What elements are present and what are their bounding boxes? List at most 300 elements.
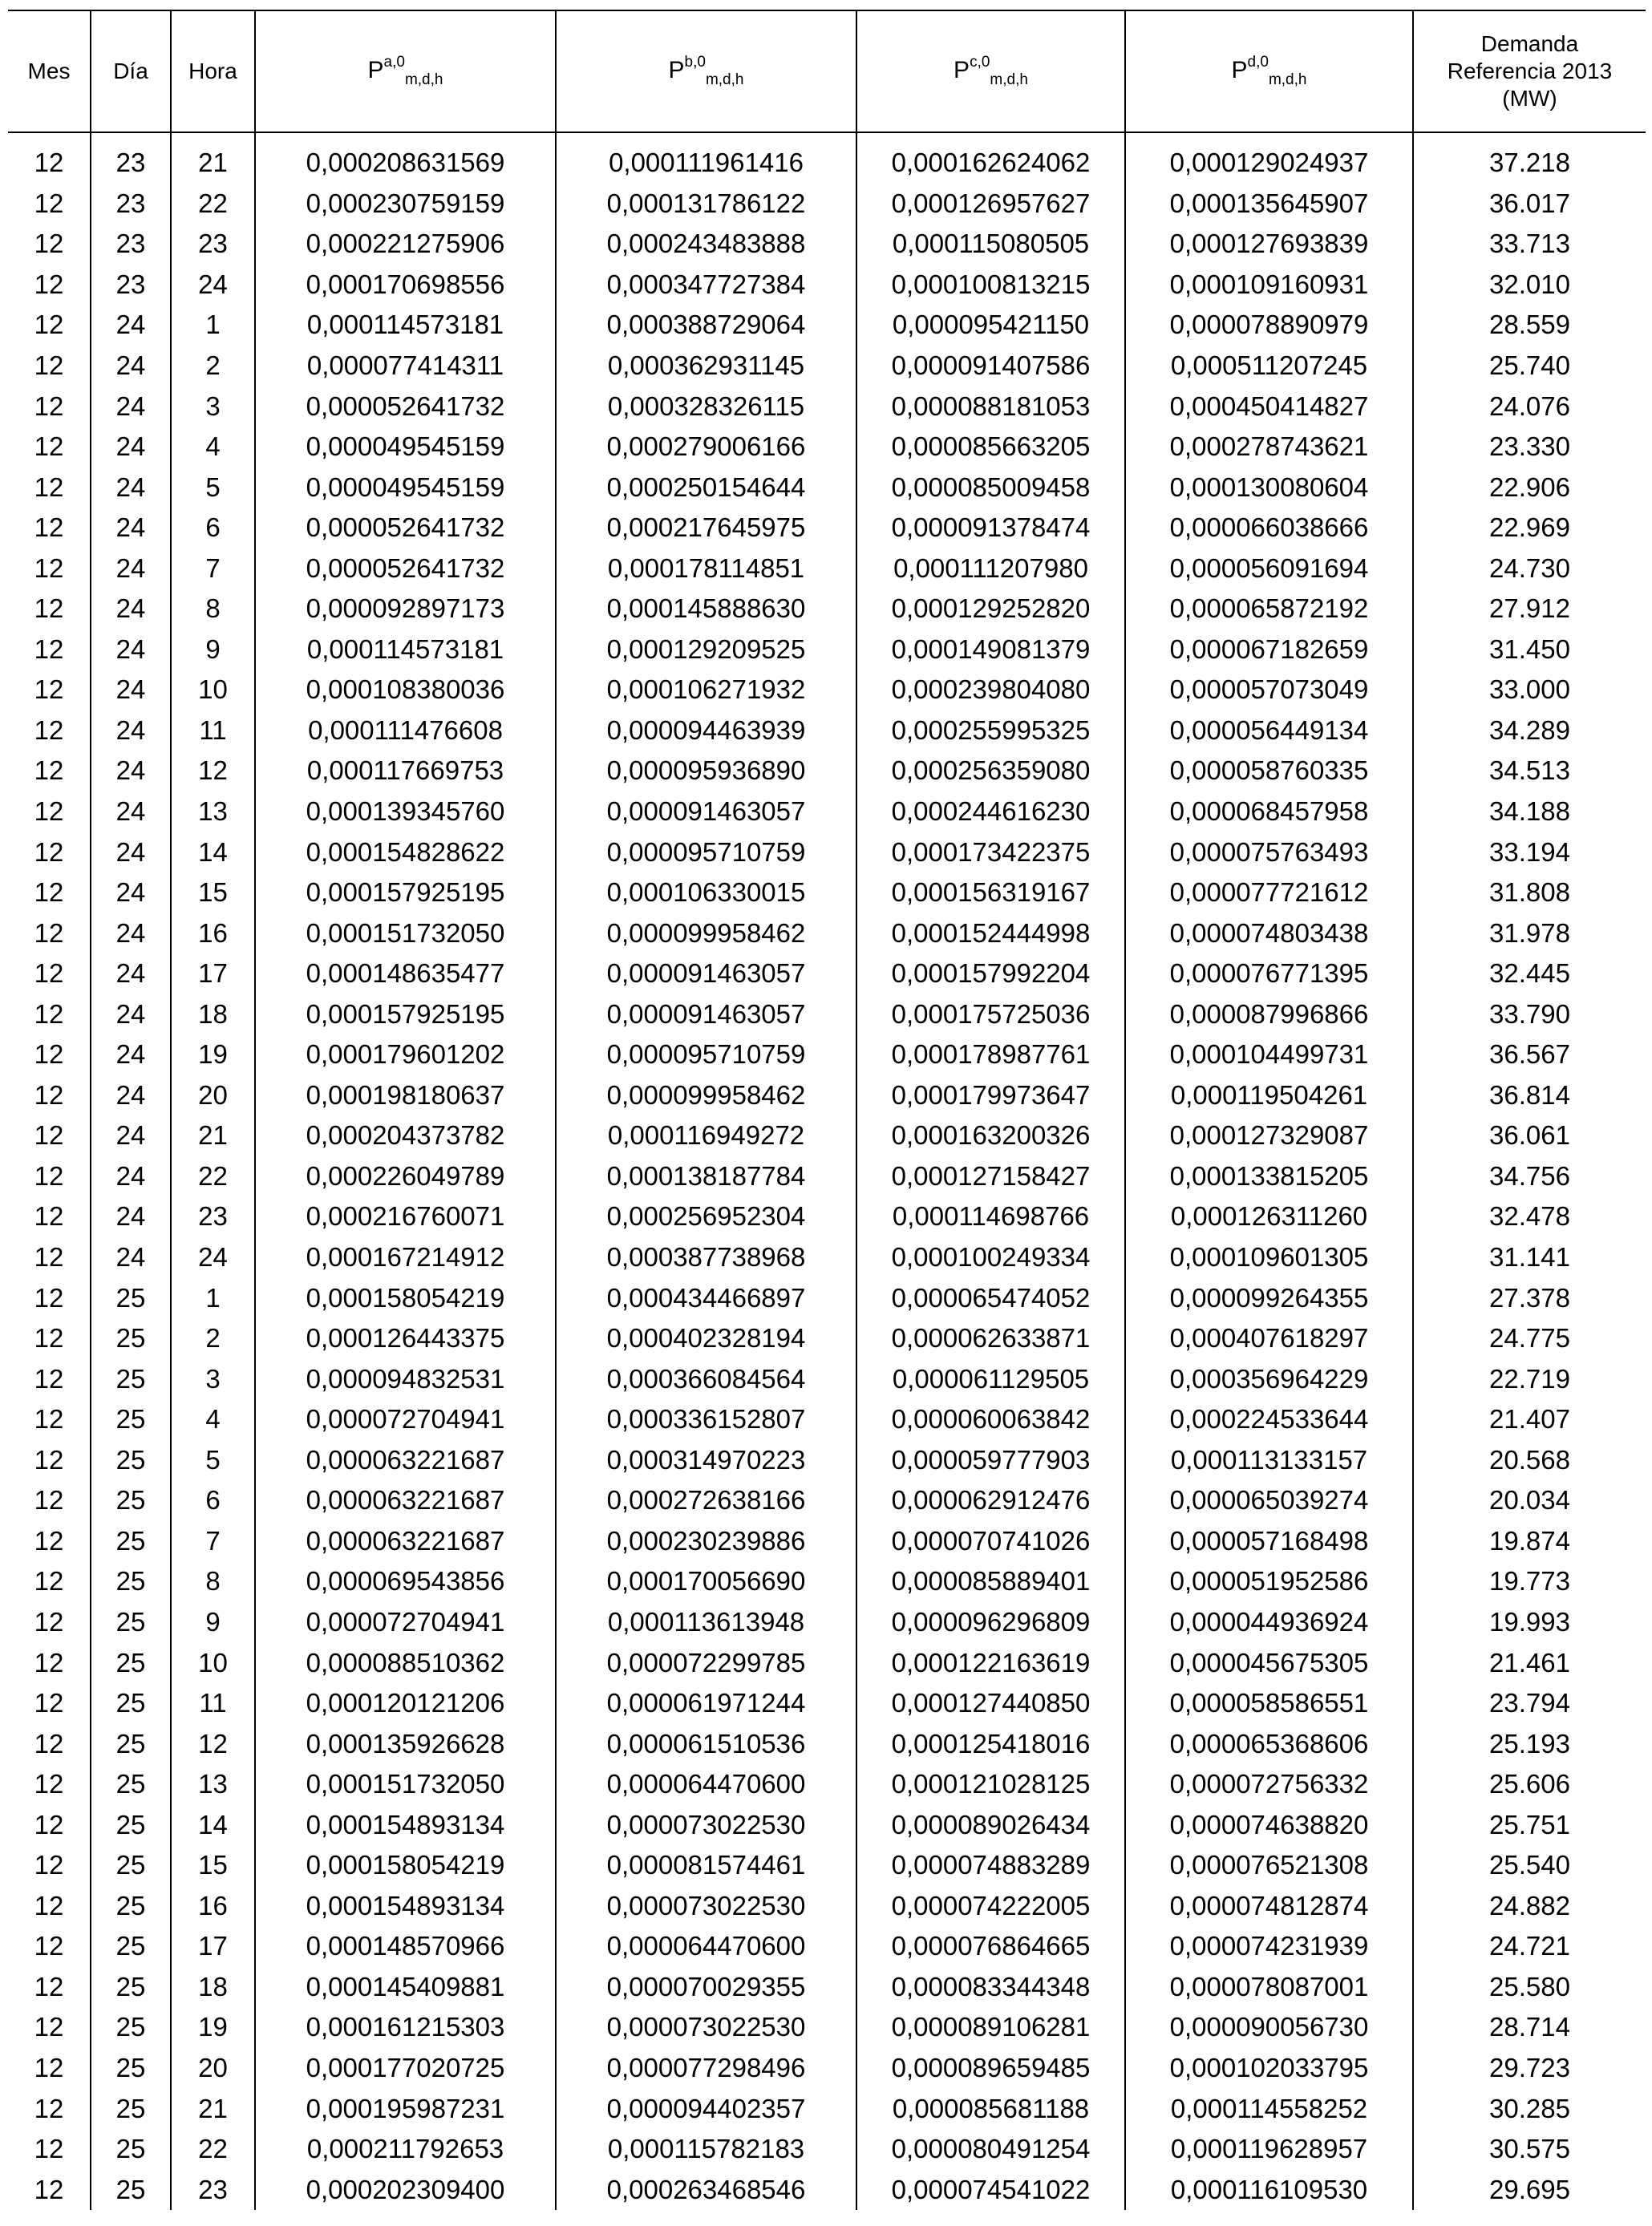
table-row [8,629,1646,670]
p-c-cell: 0,000244616230 [856,791,1125,832]
dia-cell: 25 [91,2129,171,2170]
p-a-cell: 0,000145409881 [255,1967,556,2008]
p-a-cell: 0,000108380036 [255,670,556,710]
demanda-cell: 20.568 [1413,1440,1646,1481]
hora-cell: 3 [171,386,255,427]
dia-cell: 25 [91,1480,171,1521]
mes-cell: 12 [34,593,64,624]
mes-cell: 12 [34,2052,64,2082]
p-b-cell: 0,000131786122 [556,184,856,225]
hora-cell: 10 [171,670,255,710]
demanda-cell: 34.756 [1413,1156,1646,1197]
table-row [8,2169,1646,2210]
table-row [8,1237,1646,1278]
p-c-cell: 0,000085663205 [856,427,1125,467]
mes-cell: 12 [34,958,64,989]
demanda-cell: 25.193 [1413,1723,1646,1764]
dia-cell: 25 [91,1926,171,1967]
table-row [8,1115,1646,1156]
hora-cell: 1 [171,305,255,346]
dia-cell: 25 [91,1561,171,1602]
p-a-cell: 0,000158054219 [255,1845,556,1886]
p-c-cell: 0,000074222005 [856,1886,1125,1927]
p-a-cell: 0,000154893134 [255,1804,556,1845]
mes-cell: 12 [34,998,64,1029]
dia-cell: 25 [91,1399,171,1440]
mes-cell: 12 [34,2134,64,2164]
p-a-cell: 0,000072704941 [255,1602,556,1643]
mes-cell: 12 [34,1971,64,2001]
dia-cell: 24 [91,629,171,670]
table-row [8,1602,1646,1643]
mes-cell: 12 [34,391,64,421]
demanda-cell: 24.730 [1413,548,1646,589]
p-b-cell: 0,000129209525 [556,629,856,670]
dia-cell: 25 [91,1277,171,1318]
table-row [8,1723,1646,1764]
dia-cell: 23 [91,184,171,225]
demanda-cell: 31.808 [1413,872,1646,913]
p-c-cell: 0,000100813215 [856,265,1125,306]
p-c-cell: 0,000062633871 [856,1318,1125,1359]
table-header [8,10,1646,132]
mes-cell: 12 [34,1120,64,1151]
p-b-cell: 0,000145888630 [556,589,856,629]
demanda-cell: 25.580 [1413,1967,1646,2008]
hora-cell: 16 [171,1886,255,1927]
p-b-cell: 0,000095710759 [556,1034,856,1075]
hora-cell: 11 [171,710,255,751]
p-c-cell: 0,000256359080 [856,751,1125,791]
mes-cell: 12 [34,877,64,908]
dia-cell: 25 [91,1318,171,1359]
table-row [8,132,1646,184]
p-a-cell: 0,000154893134 [255,1886,556,1927]
p-d-cell: 0,000130080604 [1125,467,1413,508]
demanda-cell: 22.719 [1413,1358,1646,1399]
p-a-cell: 0,000198180637 [255,1075,556,1116]
p-c-cell: 0,000100249334 [856,1237,1125,1278]
p-c-cell: 0,000127158427 [856,1156,1125,1197]
hora-cell: 9 [171,629,255,670]
p-a-cell: 0,000049545159 [255,427,556,467]
p-d-cell: 0,000450414827 [1125,386,1413,427]
p-d-cell: 0,000116109530 [1125,2169,1413,2210]
p-a-cell: 0,000139345760 [255,791,556,832]
p-b-cell: 0,000099958462 [556,913,856,953]
demanda-cell: 21.461 [1413,1642,1646,1683]
header-dia: Día [91,10,171,132]
table-row [8,832,1646,872]
p-d-cell: 0,000056449134 [1125,710,1413,751]
demanda-cell: 19.773 [1413,1561,1646,1602]
p-d-cell: 0,000511207245 [1125,346,1413,387]
mes-cell: 12 [34,1850,64,1880]
demanda-cell: 25.740 [1413,346,1646,387]
hora-cell: 15 [171,872,255,913]
dia-cell: 24 [91,305,171,346]
p-c-cell: 0,000061129505 [856,1358,1125,1399]
mes-cell: 12 [34,1809,64,1839]
p-d-cell: 0,000076521308 [1125,1845,1413,1886]
table-row [8,1196,1646,1237]
mes-cell: 12 [34,310,64,340]
p-c-cell: 0,000091378474 [856,508,1125,548]
hora-cell: 4 [171,1399,255,1440]
table-row [8,386,1646,427]
p-c-cell: 0,000125418016 [856,1723,1125,1764]
dia-cell: 25 [91,2048,171,2089]
demanda-cell: 24.882 [1413,1886,1646,1927]
hora-cell: 3 [171,1358,255,1399]
demanda-cell: 31.141 [1413,1237,1646,1278]
p-d-cell: 0,000224533644 [1125,1399,1413,1440]
dia-cell: 24 [91,670,171,710]
mes-cell: 12 [34,1606,64,1637]
mes-cell: 12 [34,796,64,827]
p-d-cell: 0,000133815205 [1125,1156,1413,1197]
p-b-cell: 0,000402328194 [556,1318,856,1359]
demanda-cell: 34.188 [1413,791,1646,832]
mes-cell: 12 [34,1201,64,1232]
hora-cell: 12 [171,1723,255,1764]
p-b-cell: 0,000094463939 [556,710,856,751]
p-c-cell: 0,000122163619 [856,1642,1125,1683]
table-row [8,1399,1646,1440]
hora-cell: 10 [171,1642,255,1683]
p-c-cell: 0,000089106281 [856,2007,1125,2048]
p-d-cell: 0,000129024937 [1125,132,1413,184]
mes-cell: 12 [34,1404,64,1435]
p-d-cell: 0,000065039274 [1125,1480,1413,1521]
p-b-cell: 0,000095710759 [556,832,856,872]
table-row [8,467,1646,508]
p-c-cell: 0,000178987761 [856,1034,1125,1075]
demanda-cell: 36.017 [1413,184,1646,225]
p-c-cell: 0,000091407586 [856,346,1125,387]
demanda-cell: 25.606 [1413,1764,1646,1805]
table-row [8,872,1646,913]
demanda-cell: 19.993 [1413,1602,1646,1643]
table-row [8,1642,1646,1683]
demanda-cell: 33.194 [1413,832,1646,872]
p-d-cell: 0,000127329087 [1125,1115,1413,1156]
table-row [8,1075,1646,1116]
mes-cell: 12 [34,714,64,745]
hora-cell: 17 [171,1926,255,1967]
p-d-cell: 0,000068457958 [1125,791,1413,832]
p-a-cell: 0,000177020725 [255,2048,556,2089]
table-row [8,1804,1646,1845]
dia-cell: 25 [91,1358,171,1399]
p-b-cell: 0,000099958462 [556,1075,856,1116]
p-a-cell: 0,000158054219 [255,1277,556,1318]
mes-cell: 12 [34,1323,64,1354]
table-row [8,184,1646,225]
p-b-cell: 0,000387738968 [556,1237,856,1278]
dia-cell: 24 [91,1115,171,1156]
p-b-cell: 0,000115782183 [556,2129,856,2170]
dia-cell: 24 [91,791,171,832]
demanda-cell: 32.010 [1413,265,1646,306]
mes-cell: 12 [34,674,64,705]
hora-cell: 20 [171,2048,255,2089]
hora-cell: 17 [171,953,255,994]
p-d-cell: 0,000045675305 [1125,1642,1413,1683]
hora-cell: 8 [171,1561,255,1602]
p-d-cell: 0,000074812874 [1125,1886,1413,1927]
dia-cell: 24 [91,386,171,427]
p-d-cell: 0,000051952586 [1125,1561,1413,1602]
table-row [8,1683,1646,1724]
hora-cell: 18 [171,994,255,1034]
mes-cell: 12 [34,1688,64,1718]
table-row [8,1845,1646,1886]
dia-cell: 24 [91,1075,171,1116]
p-c-cell: 0,000080491254 [856,2129,1125,2170]
table-row [8,1358,1646,1399]
p-b-cell: 0,000347727384 [556,265,856,306]
p-d-cell: 0,000356964229 [1125,1358,1413,1399]
p-b-cell: 0,000366084564 [556,1358,856,1399]
p-d-cell: 0,000072756332 [1125,1764,1413,1805]
p-c-cell: 0,000175725036 [856,994,1125,1034]
p-d-cell: 0,000109160931 [1125,265,1413,306]
p-a-cell: 0,000069543856 [255,1561,556,1602]
hora-cell: 11 [171,1683,255,1724]
table-row [8,589,1646,629]
hora-cell: 2 [171,1318,255,1359]
p-a-cell: 0,000154828622 [255,832,556,872]
demanda-cell: 23.794 [1413,1683,1646,1724]
p-a-cell: 0,000204373782 [255,1115,556,1156]
mes-cell: 12 [34,1485,64,1516]
p-d-cell: 0,000065872192 [1125,589,1413,629]
demanda-cell: 27.912 [1413,589,1646,629]
p-a-cell: 0,000126443375 [255,1318,556,1359]
hora-cell: 2 [171,346,255,387]
hora-cell: 23 [171,2169,255,2210]
dia-cell: 24 [91,994,171,1034]
p-a-cell: 0,000157925195 [255,994,556,1034]
p-b-cell: 0,000138187784 [556,1156,856,1197]
table-row [8,2007,1646,2048]
p-b-cell: 0,000256952304 [556,1196,856,1237]
p-a-cell: 0,000151732050 [255,913,556,953]
p-a-cell: 0,000221275906 [255,224,556,265]
data-table [8,10,1646,2210]
mes-cell: 12 [34,1039,64,1070]
demanda-cell: 28.714 [1413,2007,1646,2048]
table-row [8,953,1646,994]
p-d-cell: 0,000087996866 [1125,994,1413,1034]
mes-cell: 12 [34,350,64,380]
demanda-cell: 33.713 [1413,224,1646,265]
p-d-cell: 0,000099264355 [1125,1277,1413,1318]
dia-cell: 24 [91,832,171,872]
p-a-cell: 0,000111476608 [255,710,556,751]
table-row [8,1886,1646,1927]
p-b-cell: 0,000081574461 [556,1845,856,1886]
p-d-cell: 0,000278743621 [1125,427,1413,467]
p-c-cell: 0,000083344348 [856,1967,1125,2008]
dia-cell: 25 [91,1521,171,1562]
p-c-cell: 0,000126957627 [856,184,1125,225]
p-a-cell: 0,000049545159 [255,467,556,508]
p-d-cell: 0,000044936924 [1125,1602,1413,1643]
dia-cell: 24 [91,751,171,791]
p-d-cell: 0,000407618297 [1125,1318,1413,1359]
mes-cell: 12 [34,1931,64,1961]
table-row [8,265,1646,306]
hora-cell: 20 [171,1075,255,1116]
dia-cell: 24 [91,872,171,913]
p-a-cell: 0,000052641732 [255,386,556,427]
table-row [8,2088,1646,2129]
p-b-cell: 0,000073022530 [556,1886,856,1927]
mes-cell: 12 [34,633,64,664]
p-b-cell: 0,000250154644 [556,467,856,508]
p-c-cell: 0,000085681188 [856,2088,1125,2129]
demanda-cell: 20.034 [1413,1480,1646,1521]
p-a-cell: 0,000202309400 [255,2169,556,2210]
mes-cell: 12 [34,1160,64,1191]
p-a-cell: 0,000052641732 [255,508,556,548]
p-d-cell: 0,000065368606 [1125,1723,1413,1764]
p-c-cell: 0,000111207980 [856,548,1125,589]
table-row [8,710,1646,751]
table-row [8,2048,1646,2089]
p-b-cell: 0,000095936890 [556,751,856,791]
p-c-cell: 0,000074883289 [856,1845,1125,1886]
header-p-a: P$^{a,0}_{m,d,h}$ [255,10,556,132]
p-d-cell: 0,000119504261 [1125,1075,1413,1116]
p-a-cell: 0,000063221687 [255,1440,556,1481]
p-a-cell: 0,000151732050 [255,1764,556,1805]
p-a-cell: 0,000208631569 [255,132,556,184]
demanda-cell: 25.751 [1413,1804,1646,1845]
hora-cell: 9 [171,1602,255,1643]
mes-cell: 12 [34,1079,64,1110]
header-demanda: Demanda Referencia 2013 (MW) [1413,10,1646,132]
hora-cell: 13 [171,1764,255,1805]
p-c-cell: 0,000162624062 [856,132,1125,184]
table-row [8,1318,1646,1359]
demanda-cell: 36.814 [1413,1075,1646,1116]
table-row [8,1480,1646,1521]
table-row [8,913,1646,953]
dia-cell: 24 [91,548,171,589]
p-a-cell: 0,000167214912 [255,1237,556,1278]
p-b-cell: 0,000243483888 [556,224,856,265]
demanda-cell: 23.330 [1413,427,1646,467]
p-a-cell: 0,000179601202 [255,1034,556,1075]
p-d-cell: 0,000119628957 [1125,2129,1413,2170]
p-a-cell: 0,000148570966 [255,1926,556,1967]
p-d-cell: 0,000102033795 [1125,2048,1413,2089]
p-d-cell: 0,000126311260 [1125,1196,1413,1237]
p-a-cell: 0,000195987231 [255,2088,556,2129]
hora-cell: 19 [171,1034,255,1075]
hora-cell: 6 [171,508,255,548]
p-a-cell: 0,000114573181 [255,629,556,670]
table-row [8,751,1646,791]
dia-cell: 25 [91,2007,171,2048]
demanda-cell: 31.978 [1413,913,1646,953]
p-c-cell: 0,000115080505 [856,224,1125,265]
table-row [8,548,1646,589]
p-a-cell: 0,000161215303 [255,2007,556,2048]
p-a-cell: 0,000120121206 [255,1683,556,1724]
table-row [8,1156,1646,1197]
dia-cell: 25 [91,1683,171,1724]
hora-cell: 7 [171,548,255,589]
p-d-cell: 0,000127693839 [1125,224,1413,265]
p-b-cell: 0,000091463057 [556,953,856,994]
p-c-cell: 0,000127440850 [856,1683,1125,1724]
p-c-cell: 0,000095421150 [856,305,1125,346]
p-d-cell: 0,000104499731 [1125,1034,1413,1075]
demanda-cell: 29.695 [1413,2169,1646,2210]
table-row [8,427,1646,467]
mes-cell: 12 [34,269,64,299]
demanda-cell: 33.000 [1413,670,1646,710]
p-a-cell: 0,000114573181 [255,305,556,346]
dia-cell: 24 [91,427,171,467]
p-d-cell: 0,000056091694 [1125,548,1413,589]
demanda-cell: 27.378 [1413,1277,1646,1318]
dia-cell: 23 [91,132,171,184]
demanda-cell: 19.874 [1413,1521,1646,1562]
demanda-cell: 29.723 [1413,2048,1646,2089]
dia-cell: 25 [91,2169,171,2210]
dia-cell: 25 [91,1845,171,1886]
dia-cell: 24 [91,1034,171,1075]
p-c-cell: 0,000074541022 [856,2169,1125,2210]
hora-cell: 23 [171,224,255,265]
dia-cell: 24 [91,508,171,548]
demanda-cell: 21.407 [1413,1399,1646,1440]
p-d-cell: 0,000074231939 [1125,1926,1413,1967]
mes-cell: 12 [34,148,64,178]
p-b-cell: 0,000272638166 [556,1480,856,1521]
p-a-cell: 0,000063221687 [255,1521,556,1562]
dia-cell: 25 [91,1602,171,1643]
p-b-cell: 0,000388729064 [556,305,856,346]
demanda-cell: 22.906 [1413,467,1646,508]
dia-cell: 23 [91,224,171,265]
hora-cell: 5 [171,467,255,508]
p-a-cell: 0,000052641732 [255,548,556,589]
header-p-b: P$^{b,0}_{m,d,h}$ [556,10,856,132]
demanda-cell: 34.289 [1413,710,1646,751]
demanda-cell: 32.478 [1413,1196,1646,1237]
p-d-cell: 0,000074803438 [1125,913,1413,953]
hora-cell: 23 [171,1196,255,1237]
mes-cell: 12 [34,836,64,867]
p-b-cell: 0,000091463057 [556,791,856,832]
hora-cell: 12 [171,751,255,791]
p-b-cell: 0,000094402357 [556,2088,856,2129]
p-d-cell: 0,000077721612 [1125,872,1413,913]
p-a-cell: 0,000211792653 [255,2129,556,2170]
dia-cell: 25 [91,1764,171,1805]
table-row [8,670,1646,710]
dia-cell: 23 [91,265,171,306]
table-body [8,132,1646,2210]
dia-cell: 25 [91,2088,171,2129]
table-row [8,791,1646,832]
